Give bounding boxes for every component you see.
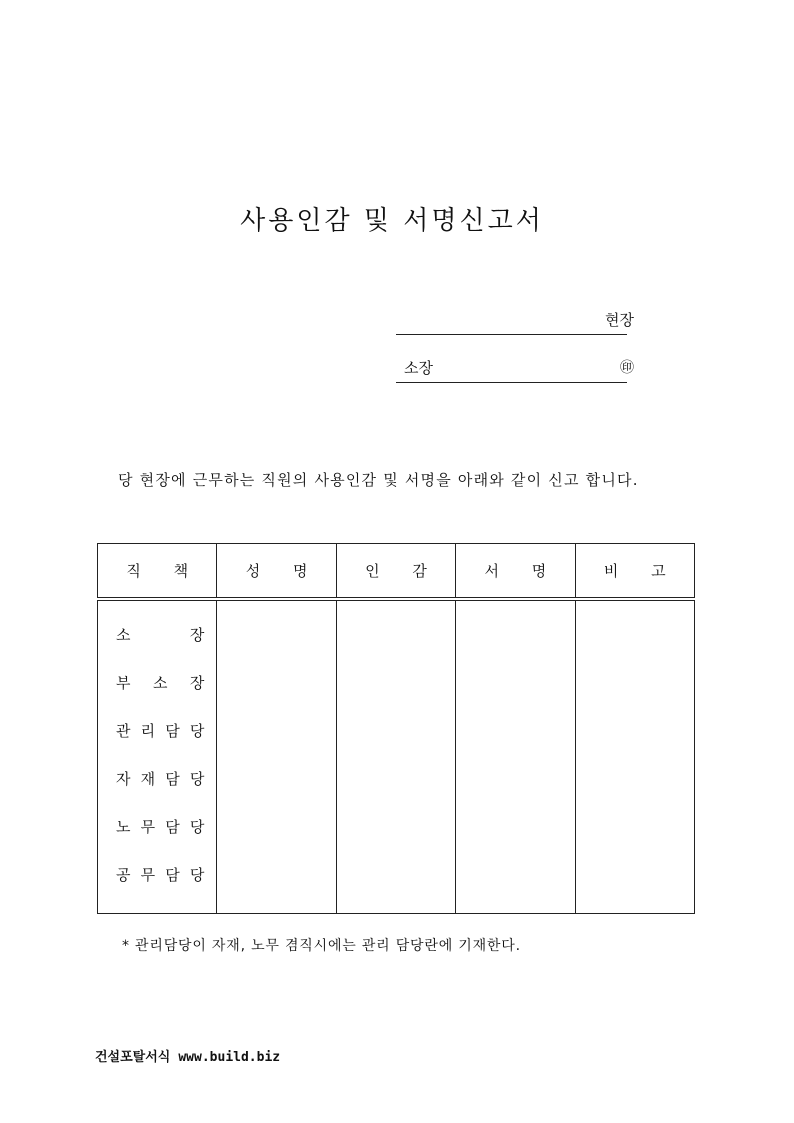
role-row bbox=[116, 863, 204, 911]
role-char: 노 bbox=[116, 818, 131, 836]
column-header-seal: 인 감 bbox=[336, 544, 455, 600]
role-char: 장 bbox=[189, 674, 205, 692]
role-list bbox=[98, 601, 216, 911]
column-header-remarks: 비 고 bbox=[575, 544, 694, 600]
document-title: 사용인감 및 서명신고서 bbox=[240, 206, 544, 236]
role-char: 소 bbox=[116, 626, 131, 644]
chief-label: 소장 bbox=[404, 359, 433, 377]
chief-signature-line[interactable] bbox=[396, 381, 627, 383]
position-cell bbox=[98, 599, 217, 914]
column-header-position: 직 책 bbox=[98, 544, 217, 600]
table-header-row bbox=[98, 544, 695, 600]
site-label: 현장 bbox=[605, 311, 634, 329]
footnote: * 관리담당이 자재, 노무 겸직시에는 관리 담당란에 기재한다. bbox=[122, 938, 521, 954]
role-row bbox=[116, 623, 204, 671]
role-char: 담 bbox=[165, 722, 180, 740]
role-row bbox=[116, 815, 204, 863]
footer-brand: 건설포탈서식 bbox=[95, 1050, 171, 1065]
role-row bbox=[116, 767, 204, 815]
role-char: 리 bbox=[140, 722, 156, 740]
footer bbox=[95, 1046, 280, 1065]
role-char: 당 bbox=[189, 722, 205, 740]
role-char: 자 bbox=[116, 770, 131, 788]
role-char: 무 bbox=[140, 818, 156, 836]
signature-cell[interactable] bbox=[456, 599, 575, 914]
table-row bbox=[98, 599, 695, 914]
site-name-line[interactable] bbox=[396, 333, 627, 335]
role-char: 당 bbox=[189, 770, 205, 788]
role-char: 당 bbox=[189, 818, 205, 836]
role-char: 무 bbox=[140, 866, 156, 884]
role-char: 당 bbox=[189, 866, 205, 884]
role-char: 재 bbox=[140, 770, 156, 788]
role-char: 소 bbox=[152, 674, 168, 692]
role-char: 담 bbox=[165, 770, 180, 788]
role-row bbox=[116, 719, 204, 767]
role-row bbox=[116, 671, 204, 719]
name-cell[interactable] bbox=[217, 599, 336, 914]
role-char: 담 bbox=[165, 818, 180, 836]
declaration-statement: 당 현장에 근무하는 직원의 사용인감 및 서명을 아래와 같이 신고 합니다. bbox=[118, 471, 639, 489]
remarks-cell[interactable] bbox=[575, 599, 694, 914]
role-char: 공 bbox=[116, 866, 131, 884]
footer-url[interactable]: www.build.biz bbox=[178, 1050, 281, 1065]
seal-cell[interactable] bbox=[336, 599, 455, 914]
role-char: 부 bbox=[116, 674, 131, 692]
column-header-signature: 서 명 bbox=[456, 544, 575, 600]
seal-signature-table bbox=[97, 543, 695, 914]
role-char: 장 bbox=[189, 626, 205, 644]
column-header-name: 성 명 bbox=[217, 544, 336, 600]
role-char: 관 bbox=[116, 722, 131, 740]
role-char: 담 bbox=[165, 866, 180, 884]
seal-icon: ㊞ bbox=[620, 360, 634, 376]
